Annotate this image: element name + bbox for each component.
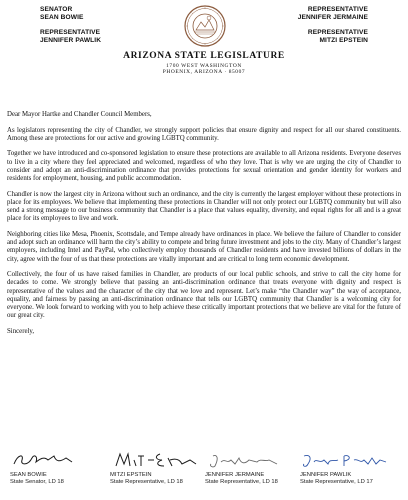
paragraph: Collectively, the four of us have raised families in Chandler, are products of our local public schools, and strive to call the city home for decades to come. We strongly believe that passing an anti-discrimination ordinance that treats everyone with dignity and respect is representative of the values and the character of the city that we love and represent. Let’s make “the Chandler way” the way of acceptance, equality, and fairness by passing an anti-discrimination ordinance that tells our LGBTQ community that Chandler is a welcoming city for everyone. We look forward to working with you to help achieve these critically important protections that we believe are vital for the future of our great city.	[7, 271, 401, 320]
legislature-address-city: PHOENIX, ARIZONA · 85007	[162, 69, 246, 75]
signature-block	[0, 450, 408, 500]
representative-role: REPRESENTATIVE	[307, 29, 368, 37]
signer-title: State Representative, LD 18	[110, 478, 183, 485]
paragraph: Neighboring cities like Mesa, Phoenix, Scottsdale, and Tempe already have ordinances in place. We believe the failure of Chandler to consider and adopt such an ordinance will harm the city’s ability to compete and bring future investment and jobs to the city. Many of Chandler’s largest employers, including Intel and PayPal, who collectively employ thousands of Chandler residents and have invested billions of dollars in the city, agree with the four of us that these protections are vitally important and are critical to long term economic development.	[7, 230, 401, 263]
paragraph: Together we have introduced and co-sponsored legislation to ensure these protections are available to all Arizona residents. Everyone deserves to live in a city where they feel appreciated and welcomed, regardless of who they love. That is why we are urging the city of Chandler to consider and adopt an anti-discrimination ordinance that provides protections for sexual orientation and gender identity for workers and residents for employment, housing, and public accommodation.	[7, 150, 401, 183]
signature-jennifer-pawlik	[300, 450, 400, 485]
signature-sean-bowie	[10, 450, 110, 485]
letterhead-left-names	[40, 6, 101, 44]
representative-role: REPRESENTATIVE	[40, 29, 101, 37]
handwritten-signature	[205, 450, 295, 470]
signer-title: State Senator, LD 18	[10, 478, 64, 485]
signer-title: State Representative, LD 18	[205, 478, 278, 485]
handwritten-signature	[10, 450, 100, 470]
letterhead	[0, 0, 408, 100]
representative-name: MITZI EPSTEIN	[319, 36, 368, 44]
legislature-address-street: 1700 WEST WASHINGTON	[166, 63, 242, 69]
signature-mitzi-epstein	[110, 450, 210, 485]
representative-name: JENNIFER PAWLIK	[40, 36, 102, 44]
closing: Sincerely,	[7, 328, 35, 336]
arizona-state-seal-icon	[184, 5, 226, 47]
salutation: Dear Mayor Hartke and Chandler Council Members,	[7, 111, 152, 118]
signer-name: MITZI EPSTEIN	[110, 472, 152, 478]
signature-jennifer-jermaine	[205, 450, 305, 485]
signer-name: SEAN BOWIE	[10, 472, 47, 478]
signer-name: JENNIFER JERMAINE	[205, 472, 265, 478]
handwritten-signature	[300, 450, 390, 470]
paragraph: As legislators representing the city of Chandler, we strongly support policies that ensure dignity and respect for all our shared constituents. Among these are protections for our active and growing LGBTQ community.	[7, 126, 401, 142]
senator-name: SEAN BOWIE	[40, 13, 84, 21]
senator-role: SENATOR	[40, 6, 73, 13]
letterhead-right-names	[298, 6, 368, 44]
paragraph: Chandler is now the largest city in Arizona without such an ordinance, and the city is currently the largest employer without these protections in place for its employees. We believe that implementing these protections in Chandler will not only protect our LGBTQ community but will also send a strong message to our business community that Chandler is a place that values equality, diversity, and equal rights for all and is a great place for its employees to live and work.	[7, 190, 401, 223]
signer-title: State Representative, LD 17	[300, 478, 373, 485]
letter-body	[7, 111, 401, 344]
legislature-title: ARIZONA STATE LEGISLATURE	[123, 51, 285, 61]
handwritten-signature	[110, 450, 200, 470]
representative-name: JENNIFER JERMAINE	[297, 13, 368, 21]
signer-name: JENNIFER PAWLIK	[300, 472, 352, 478]
representative-role: REPRESENTATIVE	[307, 6, 368, 13]
